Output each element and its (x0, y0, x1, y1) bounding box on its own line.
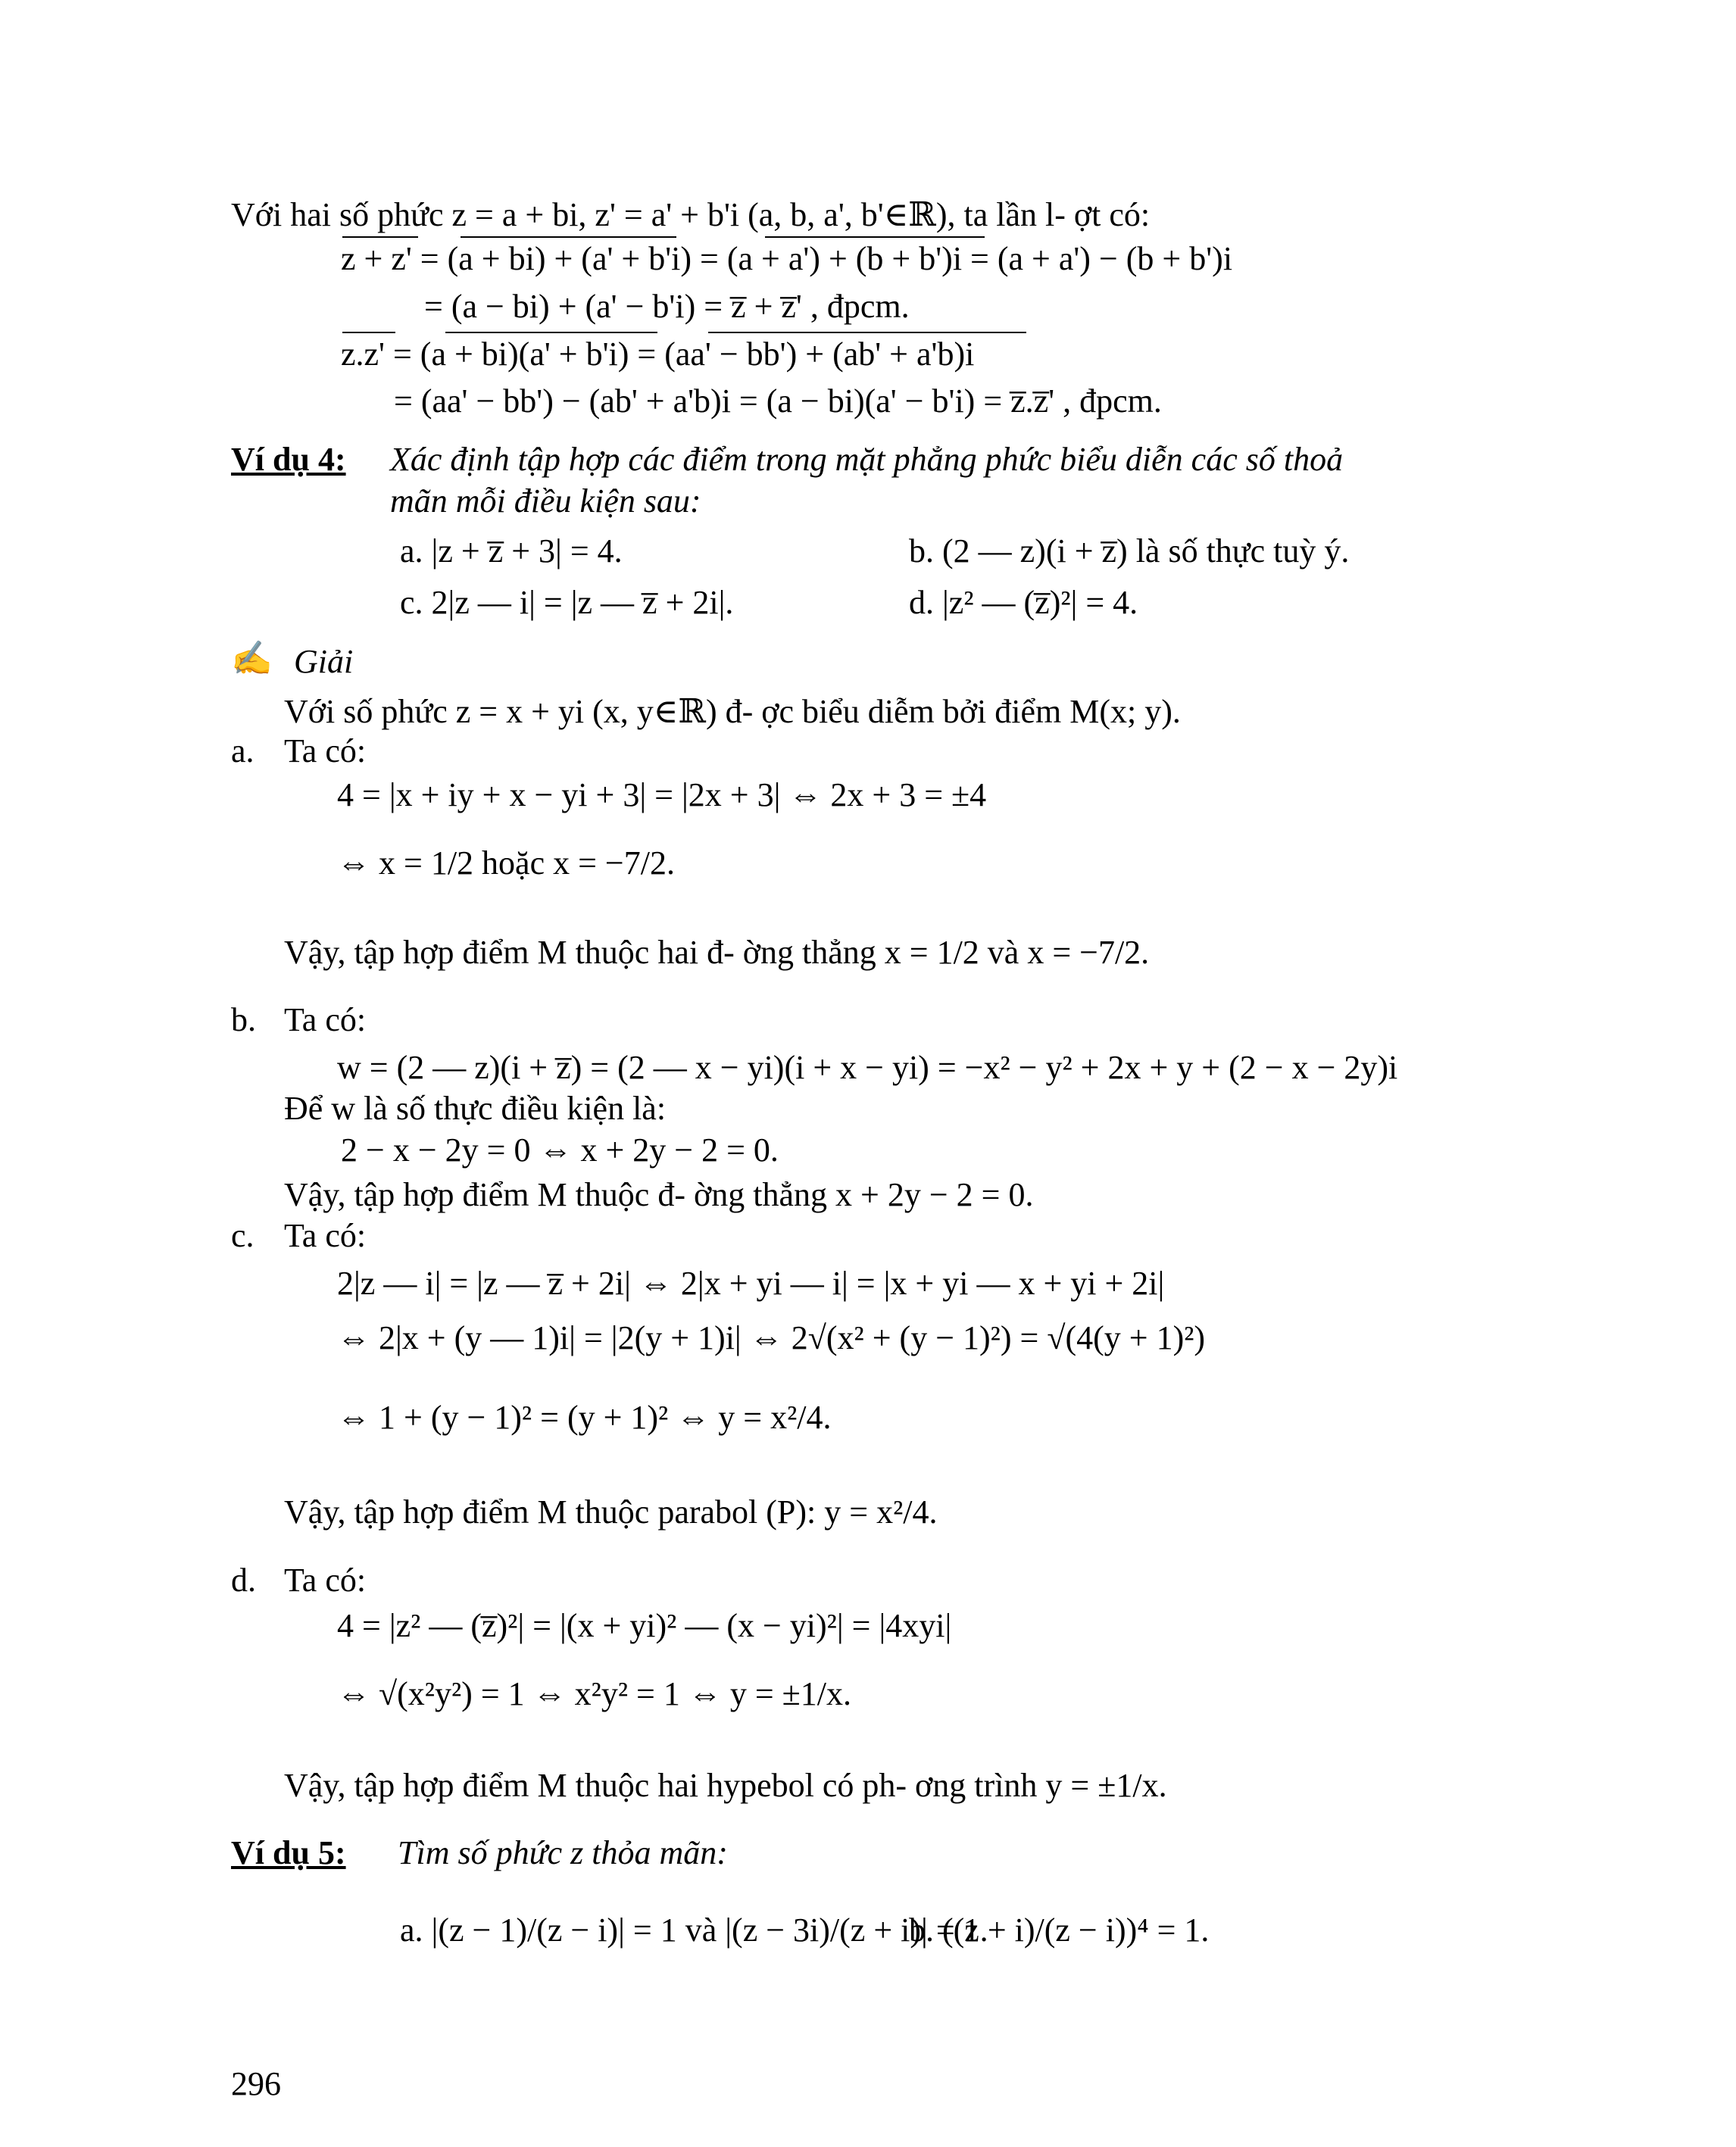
part-d-head: Ta có: (284, 1562, 367, 1599)
part-d-conclusion: Vậy, tập hợp điểm M thuộc hai hypebol có ph- ơng trình y = ±1/x. (284, 1767, 1167, 1804)
example5-prompt: Tìm số phức z thỏa mãn: (398, 1834, 728, 1871)
solution-intro: Với số phức z = x + yi (x, y∈ℝ) đ- ợc biểu diễm bởi điểm M(x; y). (284, 693, 1181, 730)
part-a-eq2: ⇔ x = 1/2 hoặc x = −7/2. (337, 844, 675, 882)
part-d-eq2: ⇔ √(x²y²) = 1 ⇔ x²y² = 1 ⇔ y = ±1/x. (337, 1675, 852, 1712)
overline-mark (708, 332, 1026, 333)
proof-b-line2: = (a − bi) + (a' − b'i) = z̅ + z̅' , đpcm. (424, 288, 910, 325)
example4-heading: Ví dụ 4: (231, 441, 346, 478)
proof-b-intro: Với hai số phức z = a + bi, z' = a' + b'i (a, b, a', b'∈ℝ), ta lần l- ợt có: (231, 196, 1151, 233)
example5-item-a: a. |(z − 1)/(z − i)| = 1 và |(z − 3i)/(z + i)| = 1. (400, 1911, 988, 1949)
part-b-condition: Để w là số thực điều kiện là: (284, 1090, 667, 1127)
overline-mark (765, 236, 985, 238)
example4-item-c: c. 2|z — i| = |z — z̅ + 2i|. (400, 584, 734, 621)
example4-item-b: b. (2 — z)(i + z̅) là số thực tuỳ ý. (909, 532, 1350, 570)
part-a-conclusion: Vậy, tập hợp điểm M thuộc hai đ- ờng thẳng x = 1/2 và x = −7/2. (284, 934, 1150, 971)
pen-icon: ✍ (231, 640, 273, 677)
part-c-label: c. (231, 1217, 254, 1254)
part-c-eq1: 2|z — i| = |z — z̅ + 2i| ⇔ 2|x + yi — i| = |x + yi — x + yi + 2i| (337, 1265, 1165, 1302)
part-b-label: b. (231, 1001, 256, 1038)
example4-item-a: a. |z + z̅ + 3| = 4. (400, 532, 623, 570)
overline-mark (342, 236, 418, 238)
proof-b-line1: z + z' = (a + bi) + (a' + b'i) = (a + a') + (b + b')i = (a + a') − (b + b')i (341, 240, 1233, 277)
part-b-eq1: w = (2 — z)(i + z̅) = (2 — x − yi)(i + x − yi) = −x² − y² + 2x + y + (2 − x − 2y)i (337, 1049, 1398, 1086)
example4-prompt-2: mãn mỗi điều kiện sau: (390, 482, 701, 520)
part-a-label: a. (231, 732, 254, 769)
part-c-eq3: ⇔ 1 + (y − 1)² = (y + 1)² ⇔ y = x²/4. (337, 1399, 832, 1436)
page-number: 296 (231, 2065, 281, 2102)
part-d-label: d. (231, 1562, 256, 1599)
part-a-eq1: 4 = |x + iy + x − yi + 3| = |2x + 3| ⇔ 2x + 3 = ±4 (337, 776, 987, 813)
example4-prompt-1: Xác định tập hợp các điểm trong mặt phẳng phức biểu diễn các số thoả (390, 441, 1344, 478)
part-d-eq1: 4 = |z² — (z̅)²| = |(x + yi)² — (x − yi)²| = |4xyi| (337, 1607, 952, 1644)
overline-mark (445, 332, 657, 333)
part-b-eq2: 2 − x − 2y = 0 ⇔ x + 2y − 2 = 0. (341, 1131, 779, 1169)
overline-mark (342, 332, 395, 333)
example5-item-b: b. ((z + i)/(z − i))⁴ = 1. (909, 1911, 1210, 1949)
example5-heading: Ví dụ 5: (231, 1834, 346, 1871)
part-a-head: Ta có: (284, 732, 367, 769)
proof-b-line4: = (aa' − bb') − (ab' + a'b)i = (a − bi)(a' − b'i) = z̅.z̅' , đpcm. (394, 382, 1162, 420)
part-b-conclusion: Vậy, tập hợp điểm M thuộc đ- ờng thẳng x + 2y − 2 = 0. (284, 1176, 1034, 1213)
part-c-head: Ta có: (284, 1217, 367, 1254)
overline-mark (461, 236, 676, 238)
solution-title: Giải (294, 643, 354, 680)
proof-b-line3: z.z' = (a + bi)(a' + b'i) = (aa' − bb') + (ab' + a'b)i (341, 335, 975, 373)
part-c-conclusion: Vậy, tập hợp điểm M thuộc parabol (P): y = x²/4. (284, 1493, 938, 1531)
part-b-head: Ta có: (284, 1001, 367, 1038)
example4-item-d: d. |z² — (z̅)²| = 4. (909, 584, 1138, 621)
part-c-eq2: ⇔ 2|x + (y — 1)i| = |2(y + 1)i| ⇔ 2√(x² + (y − 1)²) = √(4(y + 1)²) (337, 1319, 1206, 1356)
